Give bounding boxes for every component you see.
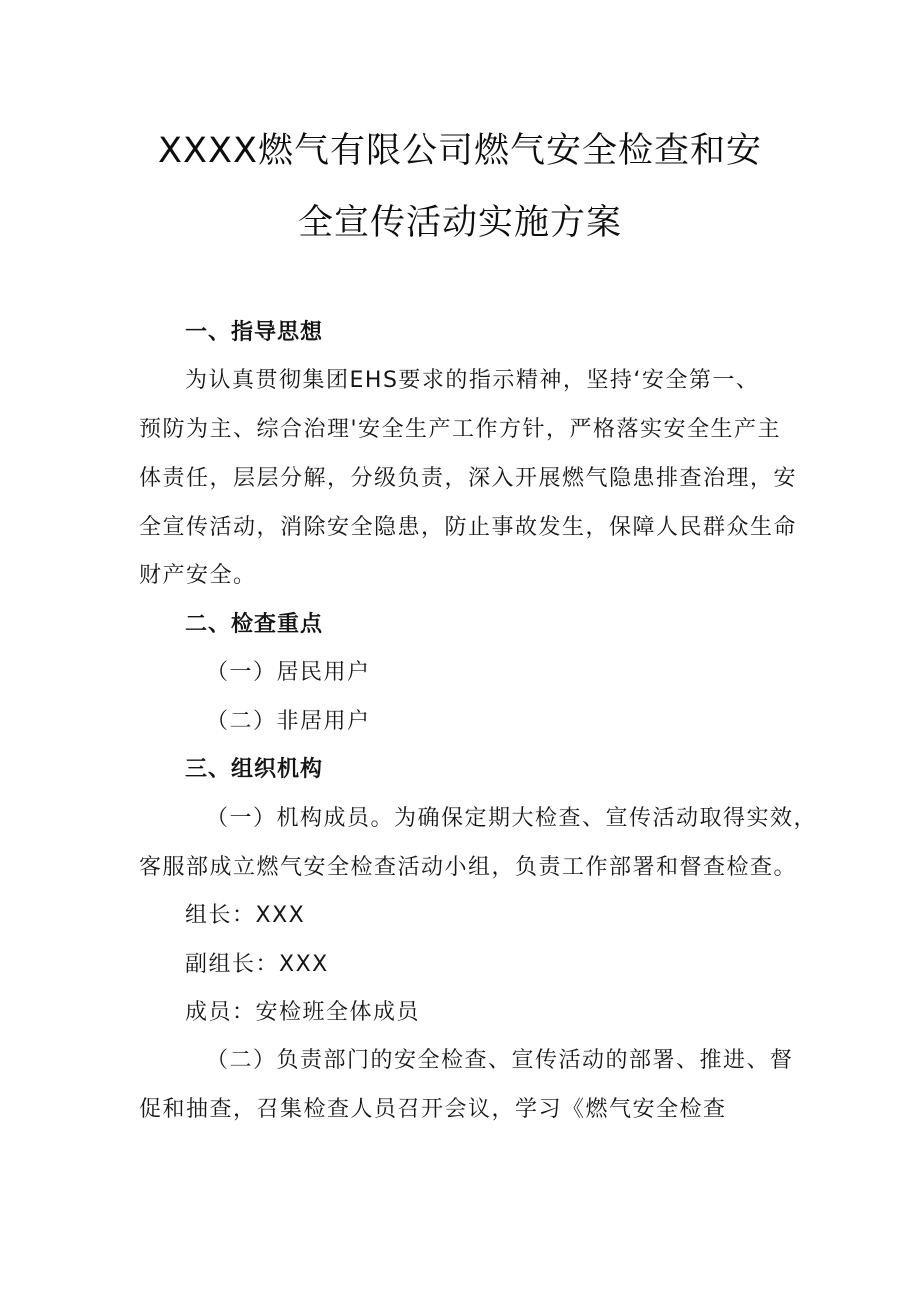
paragraph-line: 预防为主、综合治理'安全生产工作方针，严格落实安全生产主	[139, 417, 782, 442]
section-3-heading: 三、组织机构	[185, 757, 324, 782]
section-2-heading: 二、检查重点	[185, 612, 324, 637]
list-item: （一）居民用户	[206, 660, 371, 685]
paragraph-line: 为认真贯彻集团EHS要求的指示精神，坚持‘安全第一、	[185, 368, 760, 393]
list-item: （二）非居用户	[206, 709, 371, 734]
paragraph-line: 财产安全。	[139, 563, 257, 588]
paragraph-line: （二）负责部门的安全检查、宣传活动的部署、推进、督	[206, 1048, 794, 1073]
deputy-leader-line: 副组长：XXX	[185, 952, 329, 977]
paragraph-line: 促和抽查，召集检查人员召开会议，学习《燃气安全检查	[139, 1097, 727, 1122]
document-title-line-2: 全宣传活动实施方案	[297, 203, 622, 243]
paragraph-line: 体责任，层层分解，分级负责，深入开展燃气隐患排查治理，安	[139, 466, 798, 491]
section-1-heading: 一、指导思想	[185, 320, 324, 345]
members-line: 成员：安检班全体成员	[185, 1000, 421, 1025]
document-title-line-1: XXXX燃气有限公司燃气安全检查和安	[158, 131, 762, 171]
paragraph-line: 全宣传活动，消除安全隐患，防止事故发生，保障人民群众生命	[139, 515, 798, 540]
leader-line: 组长：XXX	[185, 903, 306, 928]
paragraph-line: 客服部成立燃气安全检查活动小组，负责工作部署和督查检查。	[139, 855, 798, 880]
paragraph-line: （一）机构成员。为确保定期大检查、宣传活动取得实效，	[206, 806, 818, 831]
